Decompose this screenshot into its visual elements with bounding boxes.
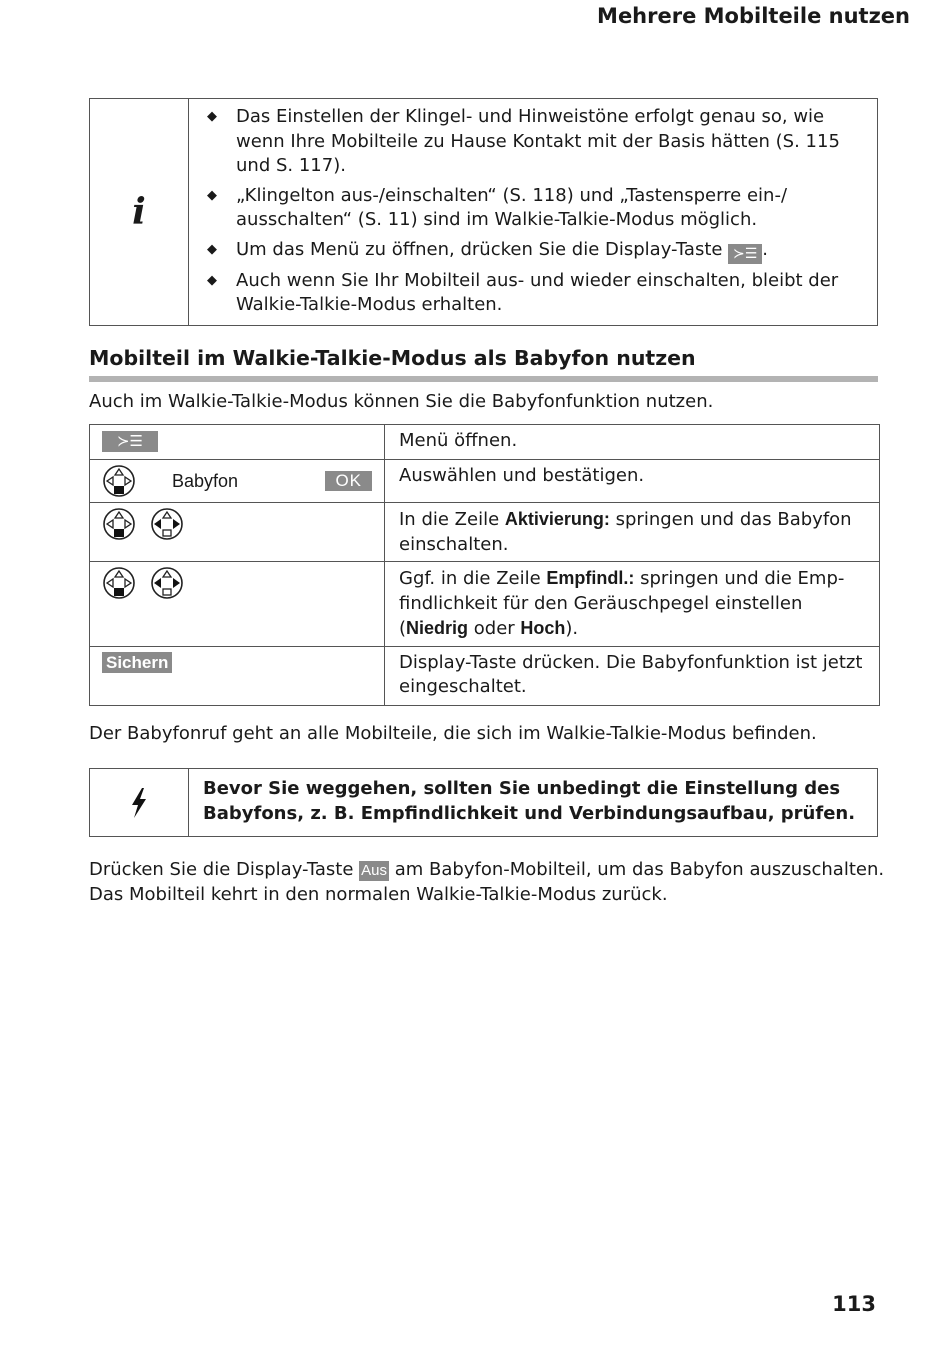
warning-text: Bevor Sie weggehen, sollten Sie unbedingt die Einstellung des Babyfons, z. B. Empfindlichkeit und Verbindungsaufbau, prüfen. bbox=[203, 778, 856, 824]
lightning-icon bbox=[129, 788, 149, 818]
step-text: Ggf. in die Zeile Empfindl.: springen und die Empfindlichkeit für den Geräuschpegel einstellen (Niedrig oder Hoch). bbox=[385, 562, 880, 647]
step-keys-cell bbox=[90, 425, 385, 460]
warning-note-box bbox=[89, 768, 878, 837]
info-icon-cell bbox=[90, 99, 189, 325]
running-head: Mehrere Mobilteile nutzen bbox=[597, 4, 910, 28]
menu-key-icon: ≻☰ bbox=[102, 431, 158, 452]
info-bullet-text: Um das Menü zu öffnen, drücken Sie die Display-Taste ≻☰ . bbox=[236, 238, 768, 262]
info-bullet-text: Das Einstellen der Klingel- und Hinweistöne erfolgt genau so, wie wenn Ihre Mobilteile zu Hause Kontakt mit der Basis hätten (S. 115 und S. 117). bbox=[236, 106, 840, 176]
control-key-down-icon bbox=[102, 507, 136, 541]
info-bullet bbox=[203, 184, 863, 233]
info-bullet-text: Auch wenn Sie Ihr Mobilteil aus- und wieder einschalten, bleibt der Walkie-Talkie-Modus erhalten. bbox=[236, 269, 839, 315]
table-row bbox=[90, 562, 880, 647]
page-number: 113 bbox=[832, 1292, 876, 1316]
section-rule bbox=[89, 376, 878, 382]
diamond-bullet-icon: ◆ bbox=[207, 109, 217, 124]
section-intro: Auch im Walkie-Talkie-Modus können Sie die Babyfonfunktion nutzen. bbox=[89, 391, 714, 412]
section-title: Mobilteil im Walkie-Talkie-Modus als Babyfon nutzen bbox=[89, 346, 696, 370]
control-key-down-icon bbox=[102, 464, 136, 498]
step-keys-cell bbox=[90, 646, 385, 705]
diamond-bullet-icon: ◆ bbox=[207, 187, 217, 203]
steps-table bbox=[89, 424, 880, 706]
step-keys-cell bbox=[90, 460, 385, 503]
sichern-key: Sichern bbox=[102, 652, 172, 673]
aus-key: Aus bbox=[361, 862, 388, 879]
paragraph-after-table: Der Babyfonruf geht an alle Mobilteile, die sich im Walkie-Talkie-Modus befinden. bbox=[89, 723, 817, 744]
table-row bbox=[90, 425, 880, 460]
table-row bbox=[90, 646, 880, 705]
step-text: Auswählen und bestätigen. bbox=[385, 460, 880, 503]
info-bullet-text: „Klingelton aus-/einschalten“ (S. 118) und „Tastensperre ein-/ ausschalten“ (S. 11) sind im Walkie-Talkie-Modus möglich. bbox=[236, 184, 788, 230]
table-row bbox=[90, 503, 880, 562]
menu-entry-label: Babyfon bbox=[172, 470, 239, 491]
info-bullet bbox=[203, 269, 863, 318]
step-keys-cell bbox=[90, 503, 385, 562]
info-bullet bbox=[203, 105, 863, 179]
info-bullet bbox=[203, 238, 863, 264]
info-note-box bbox=[89, 98, 878, 326]
step-text: Display-Taste drücken. Die Babyfonfunktion ist jetzt eingeschaltet. bbox=[385, 646, 880, 705]
diamond-bullet-icon: ◆ bbox=[207, 272, 217, 288]
closing-paragraph: Drücken Sie die Display-Taste Aus am Babyfon-Mobilteil, um das Babyfon auszuschalten. Das Mobilteil kehrt in den normalen Walkie-Talkie-Modus zurück. bbox=[89, 859, 885, 905]
step-text: Menü öffnen. bbox=[385, 425, 880, 460]
step-text: In die Zeile Aktivierung: springen und das Babyfon einschalten. bbox=[385, 503, 880, 562]
control-key-leftright-icon bbox=[150, 566, 184, 600]
diamond-bullet-icon: ◆ bbox=[207, 241, 217, 257]
info-icon: i bbox=[132, 191, 146, 233]
warning-icon-cell bbox=[90, 769, 189, 836]
info-note-text bbox=[189, 99, 877, 325]
ok-key: OK bbox=[325, 471, 372, 491]
menu-key-icon: ≻☰ bbox=[728, 244, 762, 264]
step-keys-cell bbox=[90, 562, 385, 647]
control-key-down-icon bbox=[102, 566, 136, 600]
control-key-leftright-icon bbox=[150, 507, 184, 541]
table-row bbox=[90, 460, 880, 503]
